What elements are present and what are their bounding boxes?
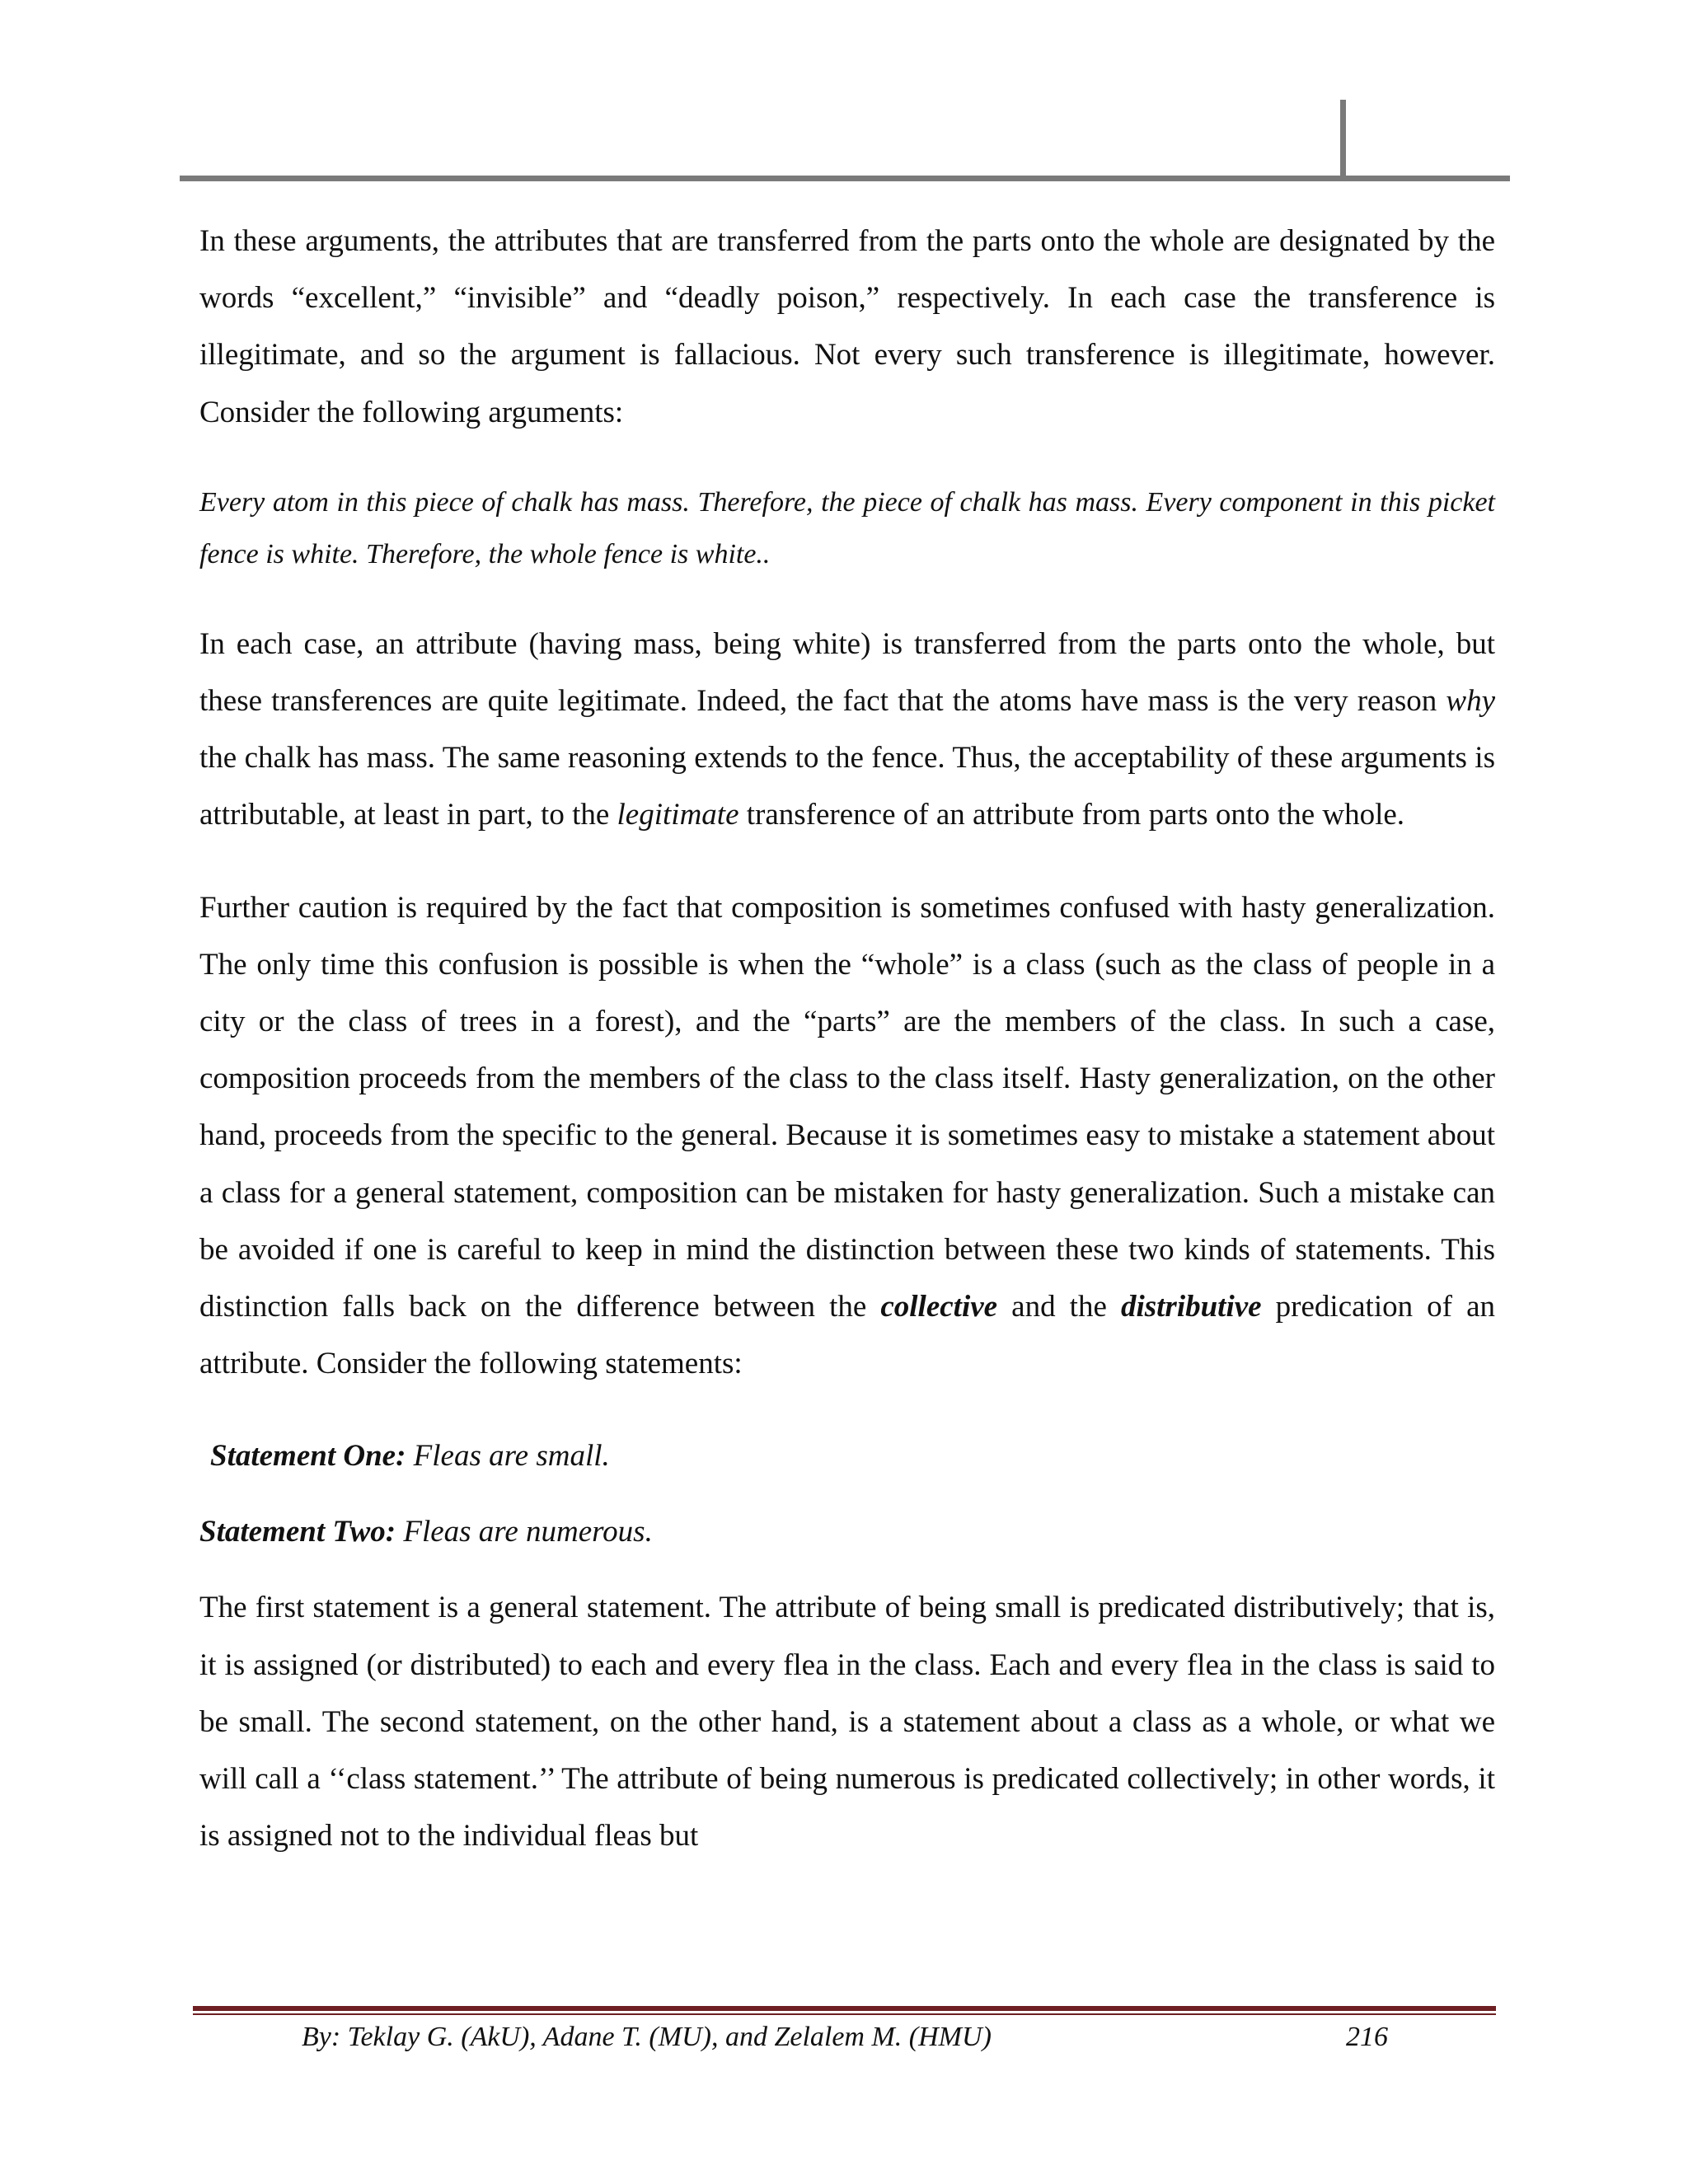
term-distributive: distributive — [1120, 1290, 1262, 1324]
header-rule — [180, 176, 1510, 181]
statement-two — [199, 1503, 1495, 1560]
paragraph-3-part-c: predication of an attribute. Consider the following statements: — [199, 1290, 1496, 1381]
paragraph-3-part-a: Further caution is required by the fact that composition is sometimes confused with hasty generalization. The only time this confusion is possible is when the “whole” is a class (such as the class of people in a city or the class of trees in a forest), and the “parts” are the members of the class. In such a case, composition proceeds from the members of the class to the class itself. Hasty generalization, on the other hand, proceeds from the specific to the general. Because it is sometimes easy to mistake a statement about a class for a general statement, composition can be mistaken for hasty generalization. Such a mistake can be avoided if one is careful to keep in mind the distinction between these two kinds of statements. This distinction falls back on the difference between the — [199, 890, 1495, 1324]
example-arguments: Every atom in this piece of chalk has mass. Therefore, the piece of chalk has mass. Every component in this picket fence is white. Therefore, the whole fence is white.. — [199, 486, 1495, 569]
emphasis-why: why — [1446, 684, 1495, 719]
page-number: 216 — [1346, 2022, 1388, 2052]
statement-two-text: Fleas are numerous. — [396, 1515, 653, 1549]
paragraph-2-part-a: In each case, an attribute (having mass, being white) is transferred from the parts onto the whole, but these transferences are quite legitimate. Indeed, the fact that the atoms have mass is the very reason — [199, 626, 1495, 719]
paragraph-2-part-b: the chalk has mass. The same reasoning extends to the fence. Thus, the acceptability of these arguments is attributable, at least in part, to the — [199, 741, 1495, 832]
term-collective: collective — [880, 1290, 998, 1324]
paragraph-2 — [199, 616, 1495, 844]
paragraph-3 — [199, 879, 1495, 1393]
statement-one-text: Fleas are small. — [406, 1439, 610, 1474]
footer-authors: By: Teklay G. (AkU), Adane T. (MU), and Zelalem M. (HMU) — [302, 2022, 992, 2052]
page-body — [199, 213, 1495, 1864]
paragraph-4: The first statement is a general statement. The attribute of being small is predicated distributively; that is, it is assigned (or distributed) to each and every flea in the class. Each and every flea in the class is said to be small. The second statement, on the other hand, is a statement about a class as a whole, or what we will call a ‘‘class statement.’’ The attribute of being numerous is predicated collectively; in other words, it is assigned not to the individual fleas but — [199, 1591, 1495, 1854]
statement-two-label: Statement Two: — [199, 1515, 396, 1549]
footer-rule — [193, 2006, 1496, 2015]
paragraph-3-part-b: and the — [997, 1290, 1121, 1324]
statement-one-label: Statement One: — [210, 1439, 406, 1474]
emphasis-legitimate: legitimate — [617, 798, 739, 832]
header-tick-mark — [1340, 100, 1346, 180]
paragraph-2-part-c: transference of an attribute from parts onto the whole. — [738, 798, 1405, 832]
statement-one — [199, 1427, 1495, 1484]
paragraph-1: In these arguments, the attributes that are transferred from the parts onto the whole are designated by the words “excellent,” “invisible” and “deadly poison,” respectively. In each case the transference is illegitimate, and so the argument is fallacious. Not every such transference is illegitimate, however. Consider the following arguments: — [199, 224, 1495, 429]
